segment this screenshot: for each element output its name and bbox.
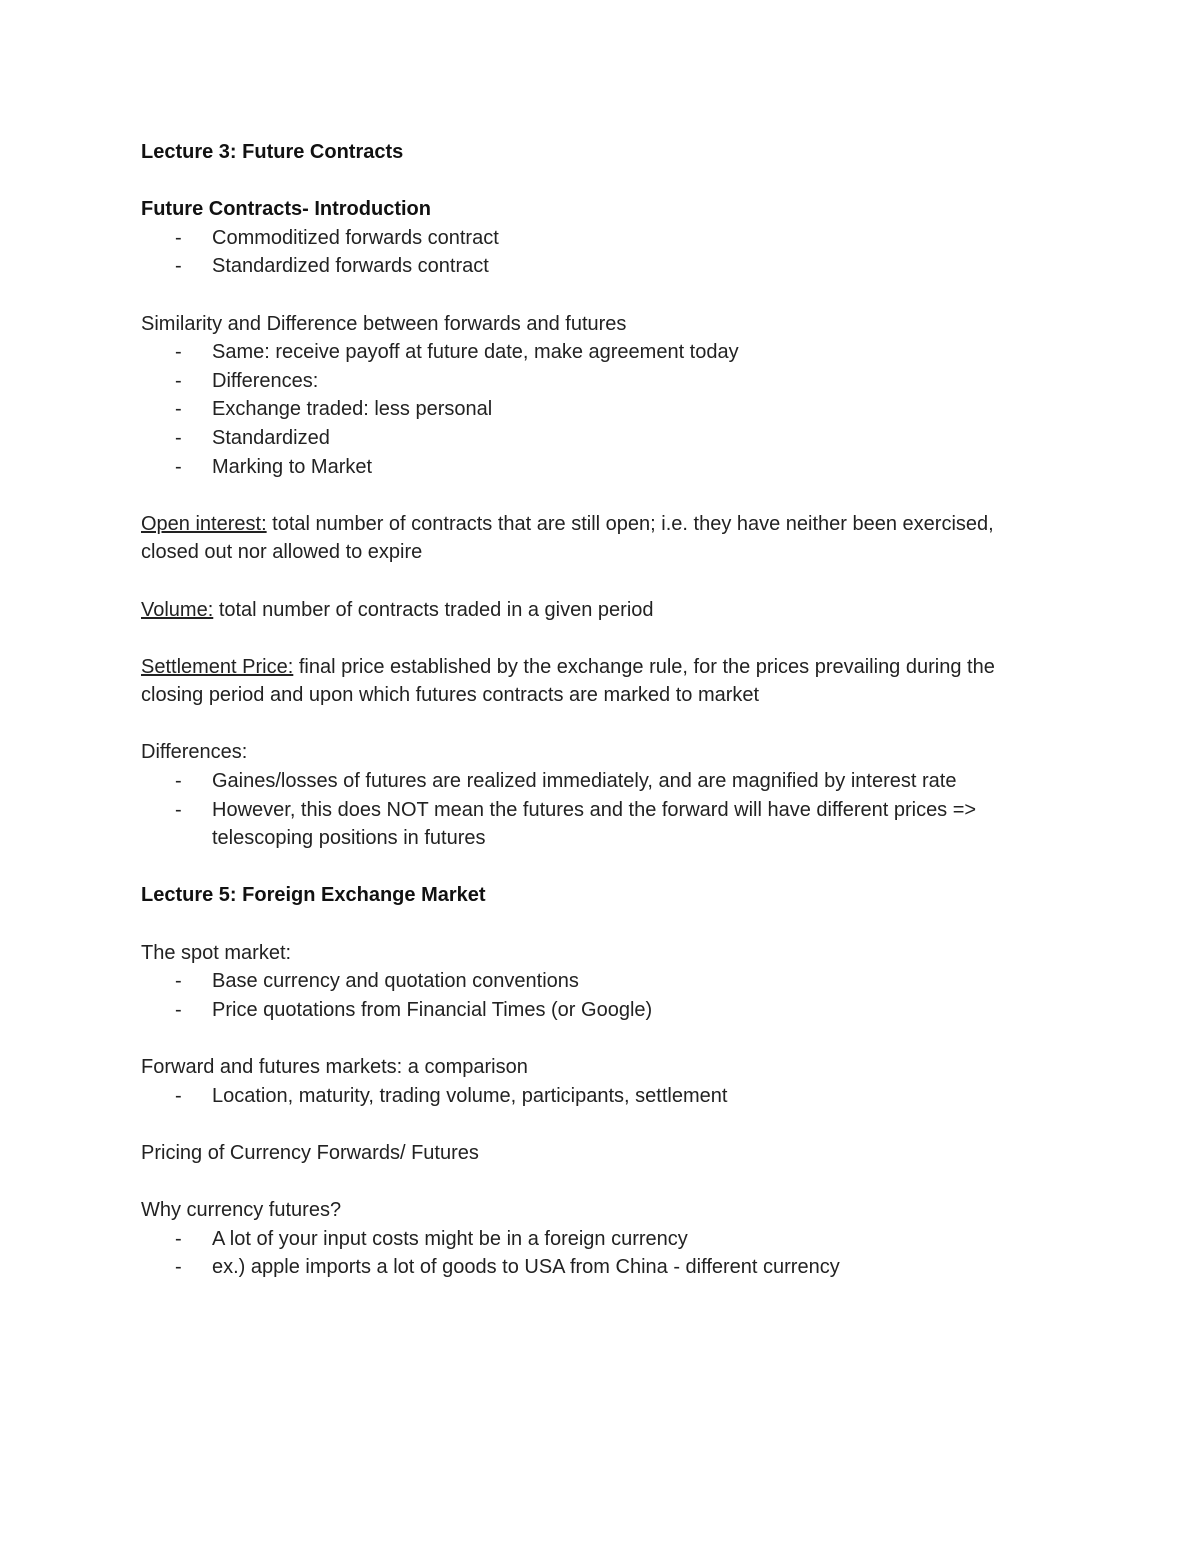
spacer: [141, 567, 1051, 596]
list-item-text: Marking to Market: [212, 455, 373, 478]
list-item-text: Differences:: [212, 369, 319, 392]
volume-definition: [141, 596, 1051, 625]
spacer: [141, 481, 1051, 510]
spacer: [141, 624, 1051, 653]
list-item: [141, 996, 1051, 1025]
bullet-dash: -: [175, 226, 182, 249]
list-item: [141, 252, 1051, 281]
lecture5-title: Lecture 5: Foreign Exchange Market: [141, 884, 486, 907]
volume-text: total number of contracts traded in a given period: [213, 598, 654, 621]
forward-futures-heading: Forward and futures markets: a comparison: [141, 1056, 528, 1078]
bullet-dash: -: [175, 398, 182, 421]
spacer: [141, 1024, 1051, 1053]
bullet-dash: -: [175, 1256, 182, 1279]
open-interest-definition: [141, 510, 1051, 567]
spacer: [141, 853, 1051, 882]
bullet-dash: -: [175, 1084, 182, 1107]
list-item-text: Base currency and quotation conventions: [212, 970, 579, 993]
bullet-dash: -: [175, 426, 182, 449]
list-item: [141, 1082, 1051, 1111]
list-item: [141, 767, 1051, 796]
spacer: [141, 1110, 1051, 1139]
bullet-dash: -: [175, 255, 182, 278]
list-item-text: ex.) apple imports a lot of goods to USA from China - different currency: [212, 1256, 840, 1279]
bullet-dash: -: [175, 770, 182, 793]
settlement-price-text: final price established by the exchange rule, for the prices prevailing during the closing period and upon which futures contracts are marked to market: [141, 655, 995, 707]
bullet-dash: -: [175, 998, 182, 1021]
lecture3-title: Lecture 3: Future Contracts: [141, 141, 404, 163]
list-item: [141, 1253, 1051, 1282]
bullet-dash: -: [175, 970, 182, 993]
list-item: [141, 424, 1051, 453]
bullet-dash: -: [175, 369, 182, 392]
bullet-dash: -: [175, 798, 182, 821]
list-item-text: Exchange traded: less personal: [212, 398, 493, 421]
why-currency-futures-heading: Why currency futures?: [141, 1198, 342, 1221]
list-item-text: Standardized: [212, 426, 330, 449]
list-item: [141, 338, 1051, 367]
bullet-dash: -: [175, 455, 182, 478]
spacer: [141, 910, 1051, 939]
list-item: [141, 453, 1051, 482]
settlement-price-term: Settlement Price:: [141, 655, 294, 678]
spacer: [141, 281, 1051, 310]
list-item-text: Price quotations from Financial Times (or Google): [212, 998, 653, 1021]
similarity-heading: Similarity and Difference between forwards and futures: [141, 312, 627, 335]
list-item: [141, 224, 1051, 253]
spacer: [141, 1167, 1051, 1196]
bullet-dash: -: [175, 1227, 182, 1250]
volume-term: Volume:: [141, 598, 214, 621]
list-item: [141, 395, 1051, 424]
open-interest-term: Open interest:: [141, 512, 267, 535]
bullet-dash: -: [175, 341, 182, 364]
pricing-heading: Pricing of Currency Forwards/ Futures: [141, 1141, 479, 1164]
settlement-price-definition: [141, 653, 1051, 710]
list-item-text: Location, maturity, trading volume, participants, settlement: [212, 1084, 728, 1107]
differences-heading: Differences:: [141, 741, 248, 764]
spacer: [141, 167, 1051, 196]
intro-heading: Future Contracts- Introduction: [141, 198, 431, 221]
document-page: [141, 138, 1051, 1282]
open-interest-text: total number of contracts that are still open; i.e. they have neither been exercised, closed out nor allowed to expire: [141, 512, 994, 564]
list-item: [141, 367, 1051, 396]
list-item: [141, 967, 1051, 996]
list-item: [141, 1225, 1051, 1254]
list-item: [141, 796, 1051, 853]
list-item-text: Gaines/losses of futures are realized immediately, and are magnified by interest rate: [212, 770, 957, 793]
spacer: [141, 710, 1051, 739]
spot-market-heading: The spot market:: [141, 941, 292, 964]
list-item-text: However, this does NOT mean the futures and the forward will have different prices => telescoping positions in futures: [212, 798, 977, 850]
list-item-text: Commoditized forwards contract: [212, 226, 499, 249]
list-item-text: Standardized forwards contract: [212, 255, 489, 278]
list-item-text: Same: receive payoff at future date, make agreement today: [212, 341, 739, 364]
list-item-text: A lot of your input costs might be in a foreign currency: [212, 1227, 688, 1250]
